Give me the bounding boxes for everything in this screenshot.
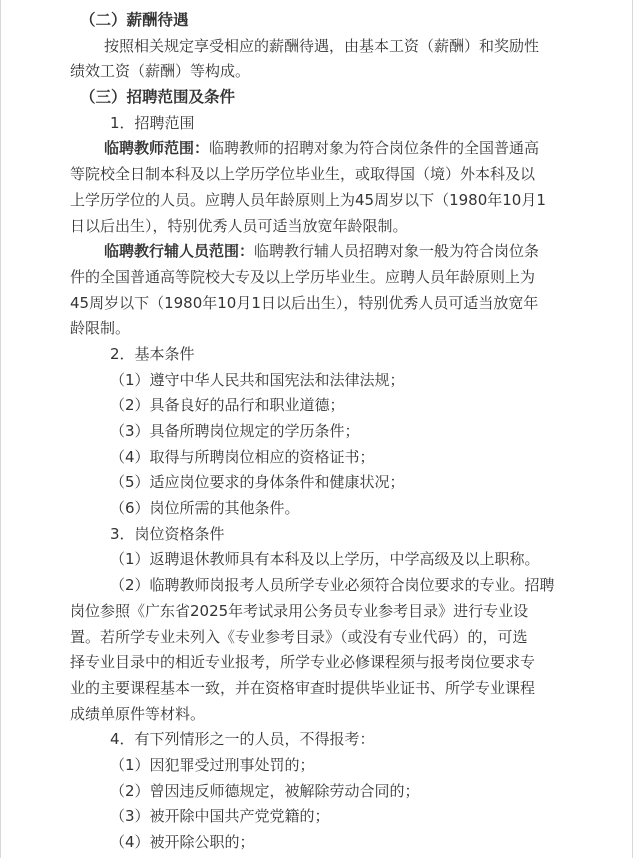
item-1-title: 1．招聘范围 [110, 113, 195, 132]
teacher-scope-label: 临聘教师范围： [104, 139, 210, 158]
exclusion-2: （2）曾因违反师德规定，被解除劳动合同的； [110, 781, 420, 800]
assistant-scope-first: 临聘教行辅人员招聘对象一般为符合岗位条 [254, 242, 540, 261]
assistant-scope-line-2: 件的全国普通高等院校大专及以上学历毕业生。应聘人员年龄原则上为 [70, 267, 536, 286]
basic-condition-2: （2）具备良好的品行和职业道德； [110, 396, 345, 415]
qualification-2-line-1: （2）临聘教师岗报考人员所学专业必须符合岗位要求的专业。招聘 [110, 576, 555, 595]
left-border [0, 0, 1, 858]
right-border [632, 0, 633, 858]
exclusion-1: （1）因犯罪受过刑事处罚的； [110, 755, 315, 774]
item-4-title: 4．有下列情形之一的人员，不得报考： [110, 730, 375, 749]
qualification-1: （1）返聘退休教师具有本科及以上学历，中学高级及以上职称。 [110, 550, 540, 569]
qualification-2-line-6: 成绩单原件等材料。 [70, 704, 206, 723]
exclusion-4: （4）被开除公职的； [110, 833, 255, 851]
qualification-2-line-4: 择专业目录中的相近专业报考，所学专业必修课程须与报考岗位要求专 [70, 653, 536, 672]
assistant-scope-line-1 [104, 239, 602, 265]
document-body [70, 8, 602, 856]
teacher-scope-line-2: 等院校全日制本科及以上学历学位毕业生，或取得国（境）外本科及以 [70, 165, 536, 184]
item-2-title: 2．基本条件 [110, 344, 195, 363]
basic-condition-1: （1）遵守中华人民共和国宪法和法律法规； [110, 370, 405, 389]
teacher-scope-line-1 [104, 136, 602, 162]
assistant-scope-label: 临聘教行辅人员范围： [104, 242, 255, 261]
basic-condition-5: （5）适应岗位要求的身体条件和健康状况； [110, 473, 405, 492]
assistant-scope-line-4: 龄限制。 [70, 319, 131, 338]
basic-condition-4: （4）取得与所聘岗位相应的资格证书； [110, 447, 375, 466]
basic-condition-6: （6）岗位所需的其他条件。 [110, 499, 300, 518]
basic-condition-3: （3）具备所聘岗位规定的学历条件； [110, 422, 360, 440]
qualification-2-line-2: 岗位参照《广东省2025年考试录用公务员专业参考目录》进行专业设 [70, 601, 529, 620]
assistant-scope-line-3: 45周岁以下（1980年10月1日以后出生），特别优秀人员可适当放宽年 [70, 293, 539, 312]
heading-recruitment-scope: （三）招聘范围及条件 [80, 88, 236, 107]
teacher-scope-first: 临聘教师的招聘对象为符合岗位条件的全国普通高 [209, 139, 540, 158]
teacher-scope-line-4: 日以后出生），特别优秀人员可适当放宽年龄限制。 [70, 216, 408, 235]
qualification-2-line-5: 业的主要课程基本一致，并在资格审查时提供毕业证书、所学专业课程 [70, 678, 536, 697]
item-3-title: 3．岗位资格条件 [110, 524, 225, 543]
qualification-2-line-3: 置。若所学专业未列入《专业参考目录》（或没有专业代码）的，可选 [70, 627, 528, 646]
teacher-scope-line-3: 上学历学位的人员。应聘人员年龄原则上为45周岁以下（1980年10月1 [70, 190, 546, 209]
exclusion-3: （3）被开除中国共产党党籍的； [110, 807, 330, 826]
heading-salary: （二）薪酬待遇 [80, 11, 189, 29]
salary-para-line-1: 按照相关规定享受相应的薪酬待遇，由基本工资（薪酬）和奖励性 [104, 36, 540, 55]
salary-para-line-2: 绩效工资（薪酬）等构成。 [70, 62, 251, 81]
